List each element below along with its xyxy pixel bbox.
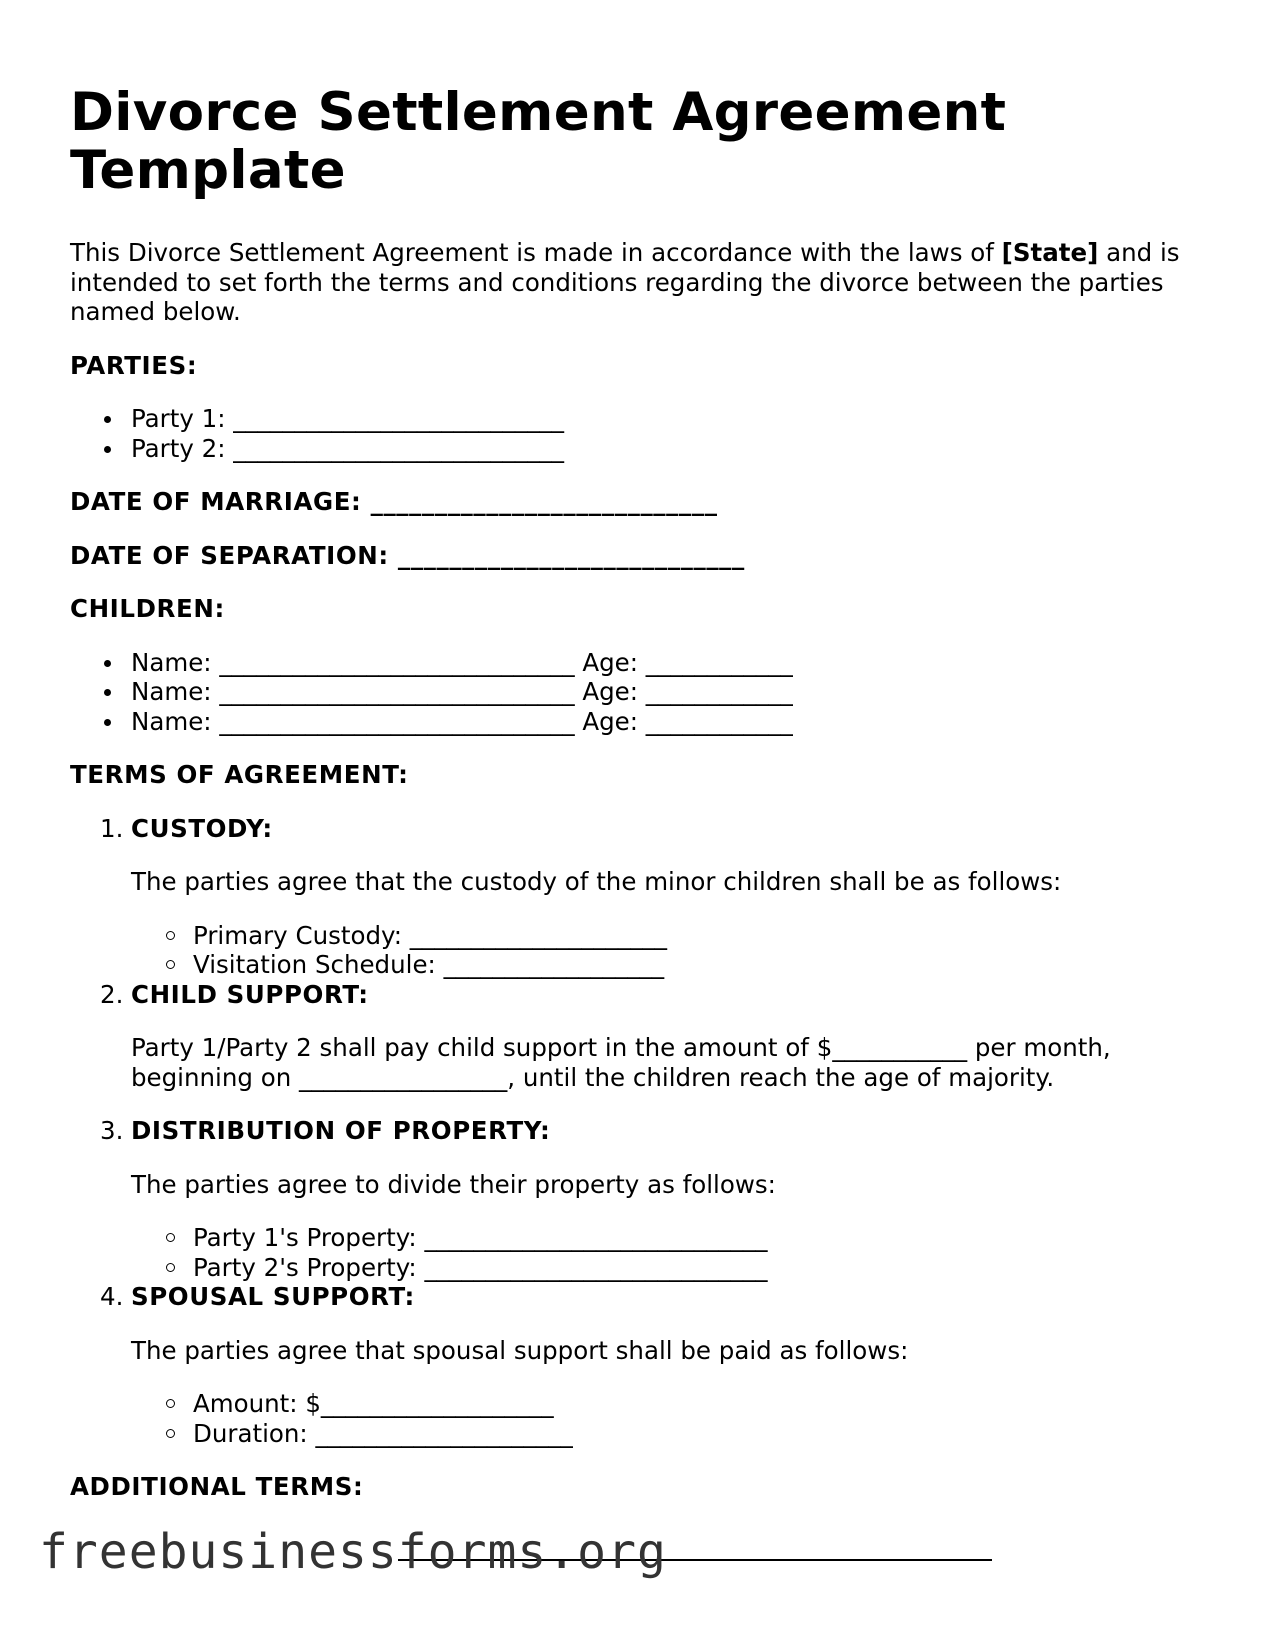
parties-list bbox=[70, 404, 1200, 463]
property-title: DISTRIBUTION OF PROPERTY: bbox=[131, 1116, 551, 1145]
property-list bbox=[131, 1223, 1200, 1282]
duration-field: Duration: _____________________ bbox=[131, 1419, 1200, 1449]
children-heading: CHILDREN: bbox=[70, 594, 225, 623]
document-page bbox=[70, 84, 1200, 1526]
party-1-property-field: Party 1's Property: ____________________________ bbox=[131, 1223, 1200, 1253]
spousal-support-body: The parties agree that spousal support shall be paid as follows: bbox=[131, 1335, 909, 1365]
intro-text-end: and is intended to set forth the terms and conditions regarding the divorce between the parties named below. bbox=[70, 238, 1180, 326]
party-2-field: Party 2: ___________________________ bbox=[70, 434, 1200, 464]
child-support-body: Party 1/Party 2 shall pay child support in the amount of $___________ per month, beginning on _________________, until the children reach the age of majority. bbox=[131, 1033, 1111, 1092]
child-support-title: CHILD SUPPORT: bbox=[131, 979, 369, 1009]
term-number: 4. bbox=[100, 1282, 124, 1311]
term-number: 1. bbox=[100, 813, 124, 843]
custody-term bbox=[70, 814, 1200, 980]
intro-text-start: This Divorce Settlement Agreement is made in accordance with the laws of bbox=[70, 238, 1002, 267]
spousal-support-list bbox=[131, 1389, 1200, 1448]
party-1-field: Party 1: ___________________________ bbox=[70, 404, 1200, 434]
spousal-support-title: SPOUSAL SUPPORT: bbox=[131, 1282, 415, 1311]
term-number: 3. bbox=[100, 1116, 124, 1145]
term-number: 2. bbox=[100, 979, 124, 1009]
state-placeholder: [State] bbox=[1001, 238, 1099, 267]
child-1-field: Name: _____________________________ Age: ____________ bbox=[70, 648, 1200, 678]
spousal-support-term bbox=[70, 1282, 1200, 1448]
watermark: freebusinessforms.org bbox=[39, 1524, 667, 1580]
primary-custody-field: Primary Custody: _____________________ bbox=[131, 921, 1200, 951]
terms-heading: TERMS OF AGREEMENT: bbox=[70, 760, 409, 789]
property-body: The parties agree to divide their property as follows: bbox=[131, 1169, 776, 1199]
party-2-property-field: Party 2's Property: ____________________________ bbox=[131, 1253, 1200, 1283]
child-3-field: Name: _____________________________ Age: ____________ bbox=[70, 707, 1200, 737]
document-title: Divorce Settlement Agreement Template bbox=[70, 82, 1007, 201]
custody-title: CUSTODY: bbox=[131, 813, 273, 843]
date-of-separation-field: DATE OF SEPARATION: ___________________________ bbox=[70, 540, 745, 570]
visitation-schedule-field: Visitation Schedule: __________________ bbox=[131, 950, 1200, 980]
intro-paragraph bbox=[70, 238, 1200, 327]
property-term bbox=[70, 1116, 1200, 1282]
custody-body: The parties agree that the custody of the minor children shall be as follows: bbox=[131, 867, 1062, 896]
custody-list bbox=[131, 921, 1200, 980]
date-of-marriage-field: DATE OF MARRIAGE: ___________________________ bbox=[70, 487, 718, 516]
child-support-term bbox=[70, 980, 1200, 1093]
amount-field: Amount: $___________________ bbox=[131, 1389, 1200, 1419]
children-list bbox=[70, 648, 1200, 737]
additional-terms-heading: ADDITIONAL TERMS: bbox=[70, 1472, 364, 1501]
child-2-field: Name: _____________________________ Age: ____________ bbox=[70, 677, 1200, 707]
parties-heading: PARTIES: bbox=[70, 350, 198, 380]
terms-list bbox=[70, 814, 1200, 1449]
